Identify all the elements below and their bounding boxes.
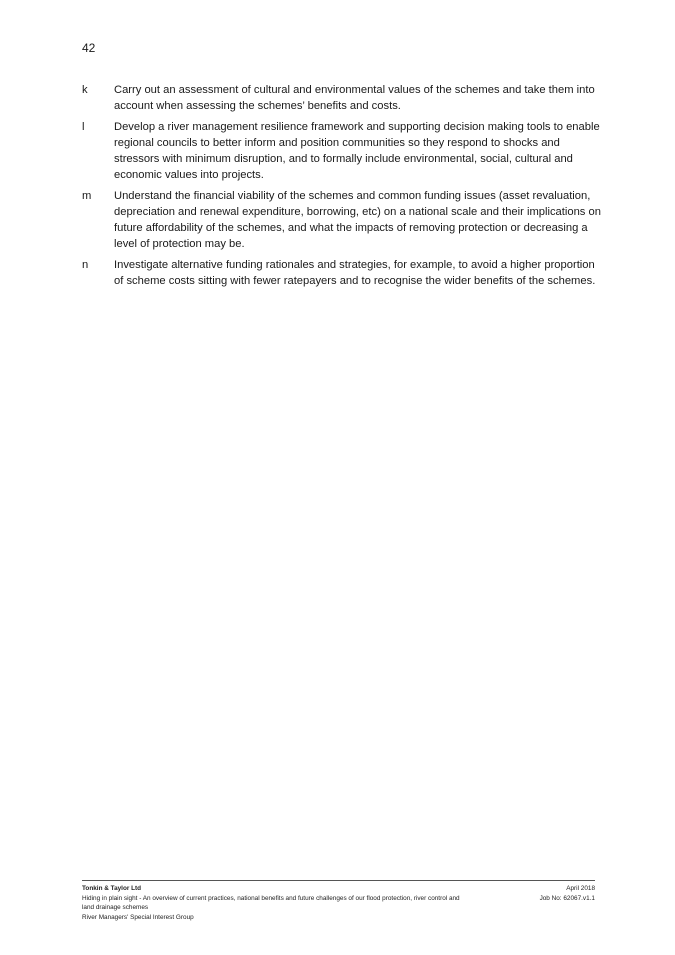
item-text: Develop a river management resilience framework and supporting decision making tools to enable regional councils to better inform and position communities so they respond to shocks and stressors with minimum disruption, and to formally include environmental, social, cultural and economic values into projects. [114,121,600,181]
list-item [82,82,602,114]
footer-client: River Managers' Special Interest Group [82,913,194,921]
page-footer [82,880,595,922]
page-number: 42 [82,41,96,55]
footer-date: April 2018 [566,885,595,892]
footer-row-bottom [82,913,595,923]
item-letter: n [82,259,89,271]
item-letter: l [82,121,85,133]
list-item [82,257,602,289]
list-item [82,119,602,183]
footer-company: Tonkin & Taylor Ltd [82,885,142,892]
item-letter: m [82,190,92,202]
footer-report-title: Hiding in plain sight - An overview of current practices, national benefits and future challenges of our flood protection, river control and land drainage schemes [82,894,460,912]
item-letter: k [82,84,88,96]
item-text: Understand the financial viability of the schemes and common funding issues (asset revaluation, depreciation and renewal expenditure, borrowing, etc) on a national scale and their implications on future affordability of the schemes, and what the impacts of removing protection or decreasing a level of protection may be. [114,190,601,250]
recommendation-list [82,82,602,294]
footer-job-number: Job No: 62067.v1.1 [539,894,595,902]
footer-row-top [82,884,595,894]
item-text: Investigate alternative funding rationales and strategies, for example, to avoid a higher proportion of scheme costs sitting with fewer ratepayers and to recognise the wider benefits of the schemes. [114,259,596,287]
item-text: Carry out an assessment of cultural and environmental values of the schemes and take them into account when assessing the schemes’ benefits and costs. [114,84,595,112]
footer-row-middle [82,894,595,913]
list-item [82,188,602,252]
